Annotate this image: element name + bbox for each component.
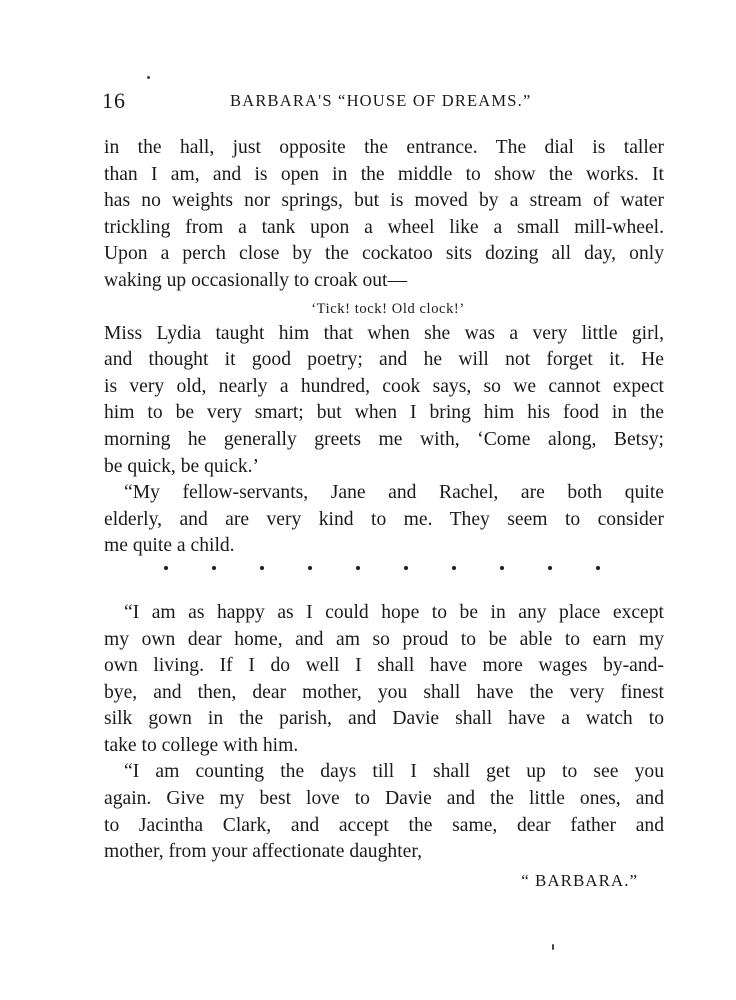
section-break-dots [104, 560, 664, 600]
text-line: morning he generally greets me with, ‘Come along, Betsy; [104, 428, 664, 450]
ellipsis-dot [404, 566, 408, 570]
text-line: in the hall, just opposite the entrance. The dial is taller [104, 137, 664, 158]
text-line: take to college with him. [104, 734, 299, 756]
text-line: Upon a perch close by the cockatoo sits dozing all day, only [104, 243, 664, 265]
text-line: “I am counting the days till I shall get up to see you [124, 761, 664, 783]
paragraph [104, 759, 664, 865]
ellipsis-dot [308, 566, 312, 570]
paragraph [104, 321, 664, 481]
body-text [104, 135, 664, 894]
text-line: to Jacintha Clark, and accept the same, dear father and [104, 814, 664, 836]
text-line: Miss Lydia taught him that when she was a very little girl, [104, 322, 664, 344]
text-line: me quite a child. [104, 535, 235, 557]
ellipsis-dot [548, 566, 552, 570]
running-head: BARBARA'S “HOUSE OF DREAMS.” [230, 91, 532, 110]
text-line: trickling from a tank upon a wheel like a small mill-wheel. [104, 216, 664, 238]
text-line: silk gown in the parish, and Davie shall have a watch to [104, 708, 664, 730]
ellipsis-dot [212, 566, 216, 570]
text-line: my own dear home, and am so proud to be able to earn my [104, 628, 664, 650]
text-line: has no weights nor springs, but is moved by a stream of water [104, 190, 664, 212]
paragraph [104, 480, 664, 560]
paper-speck [147, 76, 150, 79]
quoted-motto: ‘Tick! tock! Old clock!’ [311, 300, 465, 317]
text-line: “I am as happy as I could hope to be in any place except [124, 601, 664, 623]
text-line: waking up occasionally to croak out— [104, 269, 408, 291]
ellipsis-dot [596, 566, 600, 570]
ellipsis-dot [452, 566, 456, 570]
page-number: 16 [102, 88, 126, 113]
text-line: is very old, nearly a hundred, cook says, so we cannot expect [104, 375, 664, 397]
text-line: be quick, be quick.’ [104, 455, 260, 477]
text-line: bye, and then, dear mother, you shall have the very finest [104, 681, 664, 703]
signature: “ BARBARA.” [521, 870, 638, 890]
text-line: own living. If I do well I shall have more wages by-and- [104, 655, 664, 677]
ellipsis-dot [356, 566, 360, 570]
text-line: than I am, and is open in the middle to show the works. It [104, 163, 664, 185]
text-line: mother, from your affectionate daughter, [104, 841, 422, 863]
text-line: “My fellow-servants, Jane and Rachel, are both quite [124, 482, 664, 504]
paper-speck [552, 944, 554, 950]
ellipsis-dot [500, 566, 504, 570]
text-line: elderly, and are very kind to me. They seem to consider [104, 508, 664, 530]
paragraph [104, 135, 664, 295]
text-line: him to be very smart; but when I bring him his food in the [104, 402, 664, 424]
page-header [102, 88, 662, 118]
text-line: again. Give my best love to Davie and the little ones, and [104, 788, 664, 810]
ellipsis-dot [260, 566, 264, 570]
text-line: and thought it good poetry; and he will not forget it. He [104, 349, 664, 371]
paragraph [104, 600, 664, 760]
ellipsis-dot [164, 566, 168, 570]
